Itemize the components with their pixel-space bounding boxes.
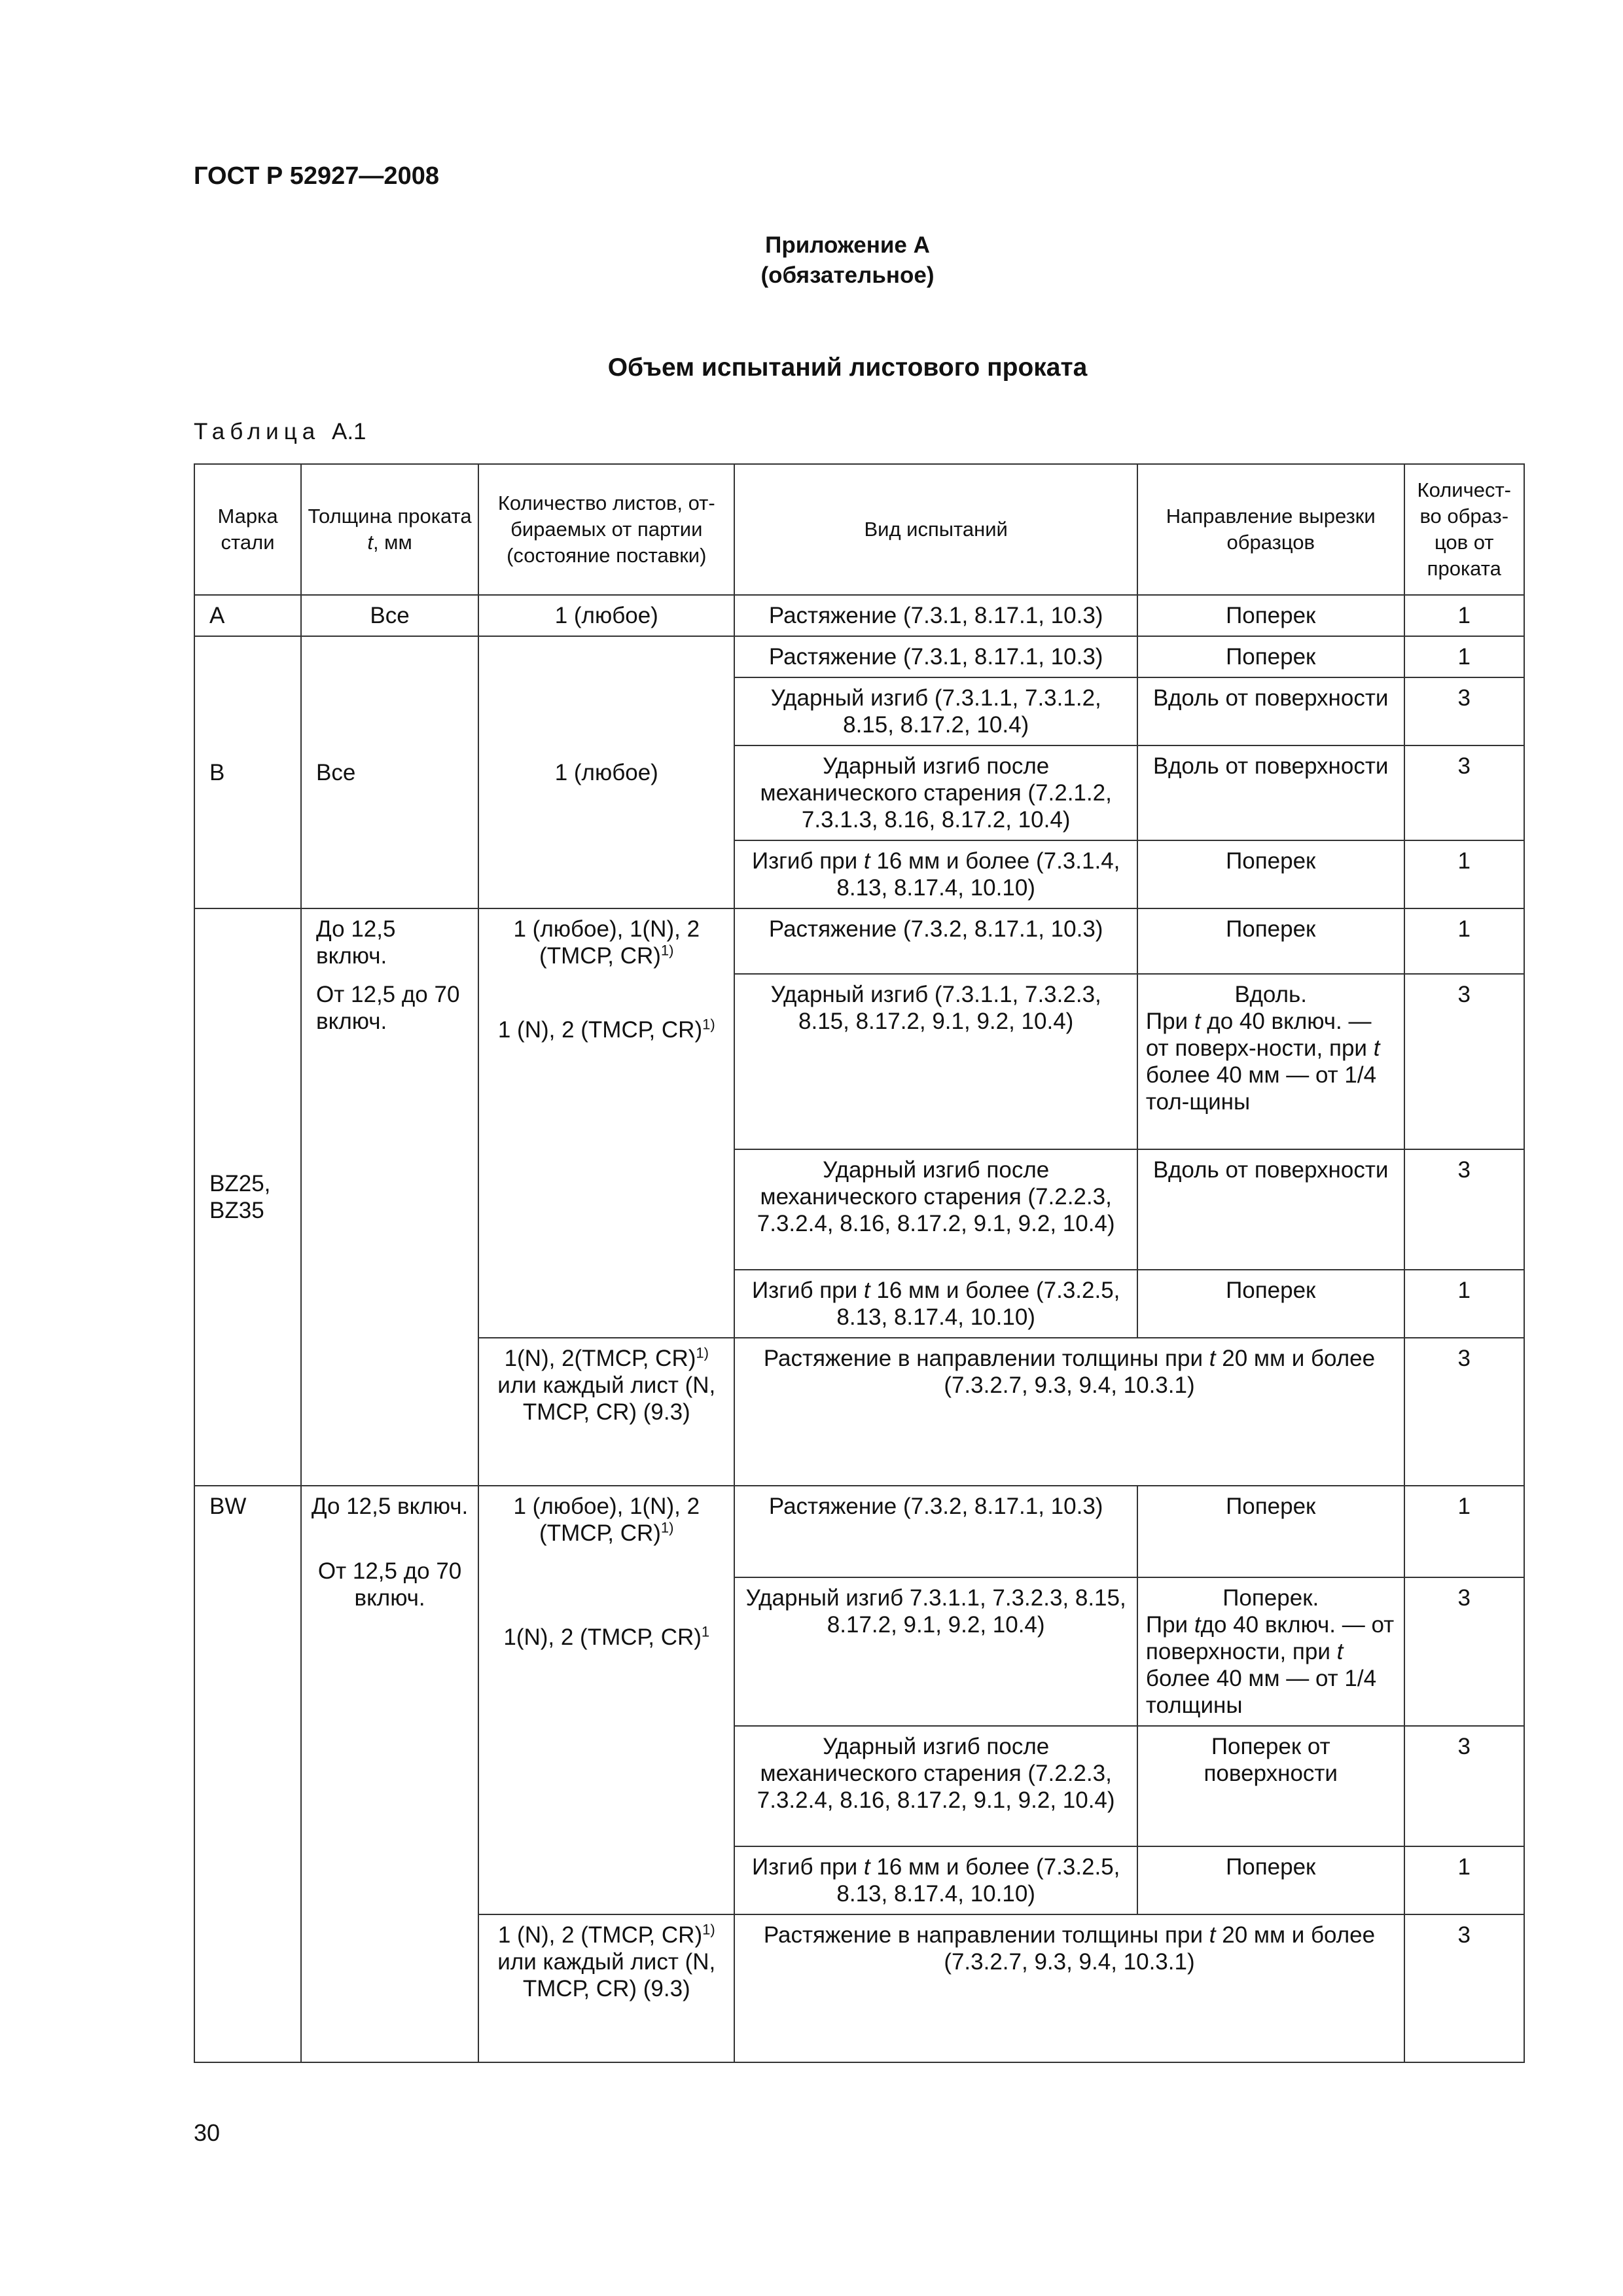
header-direction: Направление вырезки образцов <box>1137 464 1404 595</box>
header-grade: Марка стали <box>194 464 301 595</box>
cell-sheets <box>478 1338 734 1486</box>
sheets-text-3: 1(N), 2(ТМСР, CR) <box>504 1346 696 1371</box>
cell-direction: Поперек <box>1137 1270 1404 1338</box>
header-test-type: Вид испытаний <box>734 464 1137 595</box>
cell-test <box>734 1338 1404 1486</box>
thickness-var: t <box>863 848 870 874</box>
cell-count: 3 <box>1404 745 1524 840</box>
sheets-text-1: 1 (любое), 1(N), 2 (ТМСР, CR) <box>513 1494 700 1546</box>
cell-test: Растяжение (7.3.1, 8.17.1, 10.3) <box>734 636 1137 677</box>
thickness-var: t <box>863 1278 870 1303</box>
test-text: 20 мм и более (7.3.2.7, 9.3, 9.4, 10.3.1) <box>944 1922 1376 1975</box>
cell-direction: Поперек <box>1137 636 1404 677</box>
cell-count: 1 <box>1404 1486 1524 1577</box>
table-number: А.1 <box>331 419 366 444</box>
direction-text: более 40 мм — от <box>1145 1666 1345 1691</box>
cell-direction <box>1137 1577 1404 1726</box>
thickness-range-1: До 12,5 включ. <box>311 1494 469 1519</box>
cell-grade: BW <box>194 1486 301 2062</box>
sheets-text-2: 1 (N), 2 (ТМСР, CR) <box>497 1017 703 1043</box>
cell-test <box>734 1270 1137 1338</box>
appendix-type: (обязательное) <box>760 262 935 288</box>
thickness-var: t <box>1209 1922 1216 1948</box>
test-text: Изгиб при <box>751 1278 864 1303</box>
cell-direction: Поперек <box>1137 1486 1404 1577</box>
cell-test: Растяжение (7.3.2, 8.17.1, 10.3) <box>734 908 1137 974</box>
cell-count: 1 <box>1404 595 1524 636</box>
cell-count: 3 <box>1404 1338 1524 1486</box>
thickness-range-2: От 12,5 до 70 включ. <box>316 982 460 1034</box>
cell-direction: Поперек <box>1137 908 1404 974</box>
footnote-mark: 1) <box>660 1519 674 1536</box>
cell-sheets: 1 (любое) <box>478 636 734 908</box>
test-text: Растяжение в направлении толщины при <box>763 1346 1209 1371</box>
direction-text: до 40 включ. — от поверх-ности, при <box>1145 1009 1374 1061</box>
cell-direction <box>1137 974 1404 1149</box>
test-text: 16 мм и более (7.3.2.5, 8.13, 8.17.4, 10.10) <box>836 1854 1120 1907</box>
cell-count: 1 <box>1404 636 1524 677</box>
thickness-range-2: От 12,5 до 70 включ. <box>317 1558 462 1611</box>
cell-direction: Вдоль от поверхности <box>1137 677 1404 745</box>
test-text: Изгиб при <box>751 848 864 874</box>
direction-head: Вдоль. <box>1234 982 1307 1007</box>
table-header-row <box>194 464 1524 595</box>
direction-text: до 40 включ. — от поверхности, при <box>1145 1612 1395 1664</box>
table-row <box>194 636 1524 677</box>
cell-direction: Поперек от поверхности <box>1137 1726 1404 1846</box>
cell-count: 1 <box>1404 1846 1524 1914</box>
table-label: Таблица <box>194 419 321 444</box>
cell-test: Ударный изгиб после механического старения (7.2.2.3, 7.3.2.4, 8.16, 8.17.2, 9.1, 9.2, 10.4) <box>734 1726 1137 1846</box>
cell-count: 1 <box>1404 1270 1524 1338</box>
thickness-var: t <box>1373 1035 1380 1061</box>
cell-test: Растяжение (7.3.2, 8.17.1, 10.3) <box>734 1486 1137 1577</box>
header-thickness <box>301 464 478 595</box>
fraction: 1/4 <box>1344 1062 1377 1088</box>
thickness-var: t <box>1194 1612 1201 1638</box>
sheets-text-3-post: или каждый лист (N, ТМСР, CR) (9.3) <box>497 1372 716 1425</box>
thickness-var: t <box>1336 1639 1344 1664</box>
cell-test: Ударный изгиб после механического старения (7.2.2.3, 7.3.2.4, 8.16, 8.17.2, 9.1, 9.2, 10.4) <box>734 1149 1137 1270</box>
cell-direction: Поперек <box>1137 1846 1404 1914</box>
direction-text: более 40 мм — от <box>1145 1062 1345 1088</box>
direction-text: тол-щины <box>1145 1089 1251 1115</box>
appendix-title: Приложение А <box>765 232 930 258</box>
cell-grade: BZ25, BZ35 <box>194 908 301 1486</box>
cell-thickness <box>301 908 478 1486</box>
sheets-text-3-post: или каждый лист (N, ТМСР, CR) (9.3) <box>497 1949 716 2001</box>
footnote-mark: 1) <box>696 1344 709 1361</box>
cell-sheets: 1 (любое) <box>478 595 734 636</box>
cell-count: 1 <box>1404 840 1524 908</box>
header-thickness-label: Толщина проката <box>308 505 472 528</box>
cell-sheets <box>478 908 734 1338</box>
appendix-heading <box>0 230 1623 291</box>
test-text: 20 мм и более (7.3.2.7, 9.3, 9.4, 10.3.1) <box>944 1346 1376 1398</box>
footnote-mark: 1 <box>701 1623 710 1640</box>
cell-test: Ударный изгиб (7.3.1.1, 7.3.1.2, 8.15, 8.17.2, 10.4) <box>734 677 1137 745</box>
cell-count: 3 <box>1404 974 1524 1149</box>
header-thickness-unit: , мм <box>372 531 412 554</box>
test-text: 16 мм и более (7.3.1.4, 8.13, 8.17.4, 10.10) <box>836 848 1120 901</box>
footnote-mark: 1) <box>702 1016 715 1033</box>
cell-direction: Вдоль от поверхности <box>1137 745 1404 840</box>
thickness-var: t <box>863 1854 870 1880</box>
cell-test <box>734 840 1137 908</box>
cell-sheets <box>478 1486 734 1914</box>
direction-text: При <box>1145 1612 1194 1638</box>
direction-text: При <box>1145 1009 1194 1034</box>
cell-count: 3 <box>1404 1149 1524 1270</box>
footnote-mark: 1) <box>702 1921 715 1938</box>
cell-thickness: Все <box>301 595 478 636</box>
footnote-mark: 1) <box>660 942 674 959</box>
page-number: 30 <box>194 2119 221 2146</box>
cell-direction: Вдоль от поверхности <box>1137 1149 1404 1270</box>
cell-grade: А <box>194 595 301 636</box>
cell-test: Растяжение (7.3.1, 8.17.1, 10.3) <box>734 595 1137 636</box>
cell-thickness: Все <box>301 636 478 908</box>
cell-direction: Поперек <box>1137 595 1404 636</box>
cell-test <box>734 1914 1404 2062</box>
cell-count: 3 <box>1404 677 1524 745</box>
direction-head: Поперек. <box>1222 1585 1319 1611</box>
direction-text: толщины <box>1145 1693 1243 1718</box>
thickness-var: t <box>1194 1009 1201 1034</box>
thickness-var: t <box>1209 1346 1216 1371</box>
sheets-text-2: 1(N), 2 (ТМСР, CR) <box>503 1624 702 1650</box>
table-row <box>194 595 1524 636</box>
cell-test: Ударный изгиб после механического старения (7.2.1.2, 7.3.1.3, 8.16, 8.17.2, 10.4) <box>734 745 1137 840</box>
header-thickness-var: t <box>367 531 373 554</box>
cell-sheets <box>478 1914 734 2062</box>
cell-count: 3 <box>1404 1577 1524 1726</box>
table-caption <box>194 419 366 445</box>
cell-thickness <box>301 1486 478 2062</box>
cell-direction: Поперек <box>1137 840 1404 908</box>
page-title: Объем испытаний листового проката <box>607 353 1088 382</box>
fraction: 1/4 <box>1344 1666 1377 1691</box>
test-text: Растяжение в направлении толщины при <box>763 1922 1209 1948</box>
thickness-range-1: До 12,5 включ. <box>316 916 396 969</box>
sheets-text-1: 1 (любое), 1(N), 2 (ТМСР, CR) <box>513 916 700 969</box>
cell-test: Ударный изгиб 7.3.1.1, 7.3.2.3, 8.15, 8.17.2, 9.1, 9.2, 10.4) <box>734 1577 1137 1726</box>
cell-test <box>734 1846 1137 1914</box>
table-row <box>194 908 1524 974</box>
cell-count: 1 <box>1404 908 1524 974</box>
header-count: Количест-во образ-цов от проката <box>1404 464 1524 595</box>
sheets-text-3: 1 (N), 2 (ТМСР, CR) <box>497 1922 703 1948</box>
cell-count: 3 <box>1404 1726 1524 1846</box>
table-row <box>194 1486 1524 1577</box>
document-code: ГОСТ Р 52927—2008 <box>194 162 439 190</box>
cell-test: Ударный изгиб (7.3.1.1, 7.3.2.3, 8.15, 8.17.2, 9.1, 9.2, 10.4) <box>734 974 1137 1149</box>
test-text: Изгиб при <box>751 1854 864 1880</box>
cell-count: 3 <box>1404 1914 1524 2062</box>
test-scope-table <box>194 463 1525 2063</box>
cell-grade: В <box>194 636 301 908</box>
test-text: 16 мм и более (7.3.2.5, 8.13, 8.17.4, 10.10) <box>836 1278 1120 1330</box>
header-sheets: Количество листов, от-бираемых от партии (состояние поставки) <box>478 464 734 595</box>
